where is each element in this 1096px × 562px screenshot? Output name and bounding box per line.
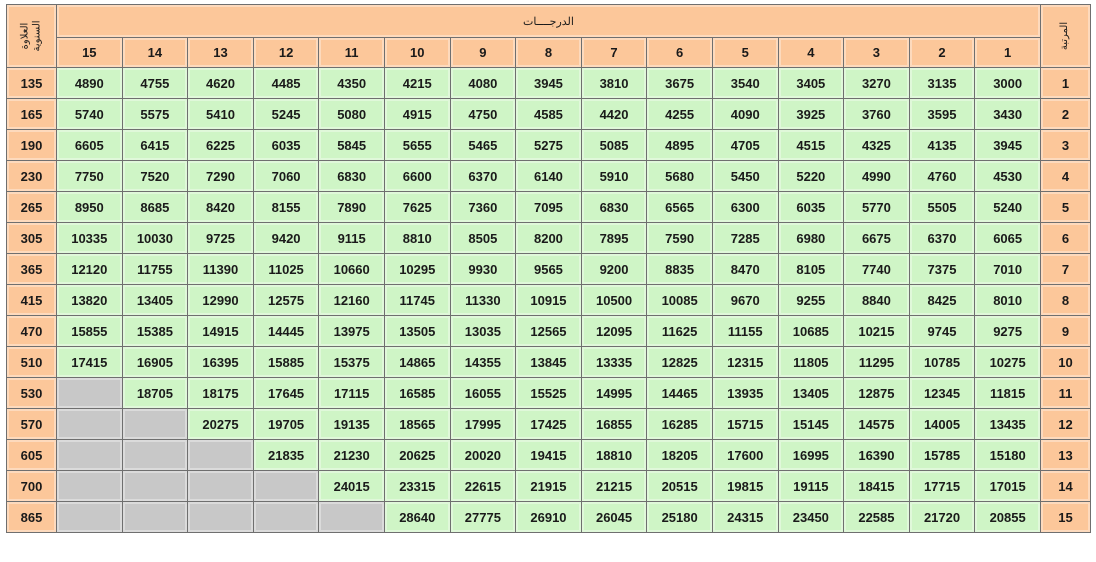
grade-header-cell: 8 [516,38,582,68]
salary-cell: 15385 [122,316,188,347]
salary-cell: 19115 [778,471,844,502]
salary-cell: 14915 [188,316,254,347]
salary-cell: 4350 [319,68,385,99]
salary-cell: 10660 [319,254,385,285]
title-row [7,5,1091,38]
empty-cell [253,471,319,502]
salary-cell: 13405 [778,378,844,409]
salary-scale-table [6,4,1091,533]
salary-cell: 14445 [253,316,319,347]
salary-cell: 6370 [909,223,975,254]
table-row [7,285,1091,316]
empty-cell [188,471,254,502]
salary-cell: 21720 [909,502,975,533]
salary-cell: 6605 [57,130,123,161]
salary-cell: 16055 [450,378,516,409]
table-row [7,192,1091,223]
salary-cell: 4255 [647,99,713,130]
salary-cell: 8810 [384,223,450,254]
rank-cell: 15 [1041,502,1091,533]
salary-cell: 6830 [319,161,385,192]
salary-cell: 17645 [253,378,319,409]
salary-cell: 15785 [909,440,975,471]
annual-allowance-cell: 265 [7,192,57,223]
annual-allowance-cell: 135 [7,68,57,99]
salary-cell: 17995 [450,409,516,440]
salary-cell: 17425 [516,409,582,440]
salary-cell: 10030 [122,223,188,254]
salary-cell: 9565 [516,254,582,285]
salary-cell: 12315 [712,347,778,378]
annual-allowance-cell: 530 [7,378,57,409]
salary-cell: 7060 [253,161,319,192]
salary-cell: 15145 [778,409,844,440]
salary-cell: 8950 [57,192,123,223]
grade-header-cell: 9 [450,38,516,68]
grades-title: الدرجــــات [57,5,1041,38]
salary-cell: 6035 [778,192,844,223]
salary-cell: 12825 [647,347,713,378]
salary-cell: 18415 [844,471,910,502]
salary-cell: 9420 [253,223,319,254]
rank-header-label: المرتبة [1059,21,1071,51]
table-row [7,440,1091,471]
salary-cell: 5410 [188,99,254,130]
salary-cell: 7740 [844,254,910,285]
salary-cell: 11155 [712,316,778,347]
salary-cell: 3000 [975,68,1041,99]
salary-cell: 9255 [778,285,844,316]
salary-cell: 6980 [778,223,844,254]
annual-allowance-cell: 470 [7,316,57,347]
annual-allowance-cell: 305 [7,223,57,254]
grade-header-cell: 1 [975,38,1041,68]
salary-cell: 5450 [712,161,778,192]
annual-allowance-header-label: العلاوة السنوية [19,20,43,52]
salary-cell: 21230 [319,440,385,471]
salary-cell: 26910 [516,502,582,533]
salary-cell: 4090 [712,99,778,130]
table-row [7,223,1091,254]
salary-cell: 16855 [581,409,647,440]
salary-cell: 6065 [975,223,1041,254]
empty-cell [57,502,123,533]
salary-cell: 3135 [909,68,975,99]
salary-cell: 11330 [450,285,516,316]
salary-cell: 18205 [647,440,713,471]
salary-cell: 13335 [581,347,647,378]
salary-cell: 28640 [384,502,450,533]
grade-header-row [7,38,1091,68]
empty-cell [57,471,123,502]
salary-cell: 8105 [778,254,844,285]
annual-allowance-cell: 865 [7,502,57,533]
salary-cell: 21915 [516,471,582,502]
salary-cell: 8840 [844,285,910,316]
salary-cell: 5220 [778,161,844,192]
table-row [7,502,1091,533]
salary-cell: 17715 [909,471,975,502]
salary-cell: 9115 [319,223,385,254]
salary-cell: 18810 [581,440,647,471]
salary-cell: 7375 [909,254,975,285]
empty-cell [188,502,254,533]
salary-cell: 6140 [516,161,582,192]
salary-cell: 17600 [712,440,778,471]
grade-header-cell: 11 [319,38,385,68]
salary-cell: 14465 [647,378,713,409]
table-row [7,254,1091,285]
salary-cell: 7590 [647,223,713,254]
salary-cell: 18175 [188,378,254,409]
salary-cell: 3810 [581,68,647,99]
rank-cell: 6 [1041,223,1091,254]
salary-cell: 9275 [975,316,1041,347]
salary-cell: 5680 [647,161,713,192]
annual-allowance-cell: 700 [7,471,57,502]
salary-cell: 5770 [844,192,910,223]
salary-cell: 3430 [975,99,1041,130]
table-row [7,316,1091,347]
salary-cell: 14355 [450,347,516,378]
salary-cell: 6830 [581,192,647,223]
rank-header [1041,5,1091,68]
salary-cell: 5575 [122,99,188,130]
annual-allowance-cell: 165 [7,99,57,130]
salary-cell: 7895 [581,223,647,254]
salary-cell: 6600 [384,161,450,192]
salary-cell: 11295 [844,347,910,378]
salary-cell: 16390 [844,440,910,471]
salary-cell: 10915 [516,285,582,316]
rank-cell: 12 [1041,409,1091,440]
salary-cell: 4420 [581,99,647,130]
salary-cell: 4915 [384,99,450,130]
salary-cell: 3540 [712,68,778,99]
rank-cell: 8 [1041,285,1091,316]
rank-cell: 11 [1041,378,1091,409]
salary-cell: 19135 [319,409,385,440]
salary-cell: 14995 [581,378,647,409]
salary-cell: 8155 [253,192,319,223]
salary-cell: 12160 [319,285,385,316]
salary-cell: 4325 [844,130,910,161]
grade-header-cell: 12 [253,38,319,68]
salary-cell: 11625 [647,316,713,347]
salary-cell: 4135 [909,130,975,161]
salary-cell: 15715 [712,409,778,440]
salary-cell: 8505 [450,223,516,254]
salary-cell: 8425 [909,285,975,316]
empty-cell [319,502,385,533]
salary-cell: 6300 [712,192,778,223]
salary-cell: 12575 [253,285,319,316]
rank-cell: 2 [1041,99,1091,130]
salary-cell: 10785 [909,347,975,378]
table-row [7,161,1091,192]
salary-cell: 9670 [712,285,778,316]
salary-cell: 21215 [581,471,647,502]
salary-cell: 13035 [450,316,516,347]
salary-cell: 13820 [57,285,123,316]
grade-header-cell: 7 [581,38,647,68]
salary-cell: 19815 [712,471,778,502]
rank-cell: 10 [1041,347,1091,378]
salary-cell: 15885 [253,347,319,378]
salary-table-container [6,4,1090,533]
salary-cell: 7360 [450,192,516,223]
salary-cell: 22585 [844,502,910,533]
empty-cell [57,440,123,471]
salary-cell: 4485 [253,68,319,99]
salary-cell: 3945 [516,68,582,99]
salary-cell: 5080 [319,99,385,130]
empty-cell [122,409,188,440]
salary-cell: 5245 [253,99,319,130]
table-row [7,99,1091,130]
salary-cell: 5085 [581,130,647,161]
empty-cell [122,502,188,533]
salary-cell: 20275 [188,409,254,440]
salary-cell: 4890 [57,68,123,99]
salary-cell: 10295 [384,254,450,285]
table-row [7,378,1091,409]
salary-cell: 3595 [909,99,975,130]
salary-cell: 16285 [647,409,713,440]
rank-cell: 9 [1041,316,1091,347]
grade-header-cell: 6 [647,38,713,68]
salary-cell: 6035 [253,130,319,161]
rank-cell: 3 [1041,130,1091,161]
empty-cell [122,471,188,502]
rank-cell: 1 [1041,68,1091,99]
salary-cell: 13975 [319,316,385,347]
salary-cell: 23450 [778,502,844,533]
salary-cell: 17415 [57,347,123,378]
salary-cell: 12565 [516,316,582,347]
salary-cell: 4515 [778,130,844,161]
salary-cell: 20855 [975,502,1041,533]
salary-cell: 5465 [450,130,516,161]
salary-cell: 16585 [384,378,450,409]
salary-cell: 3675 [647,68,713,99]
salary-cell: 17115 [319,378,385,409]
salary-cell: 4620 [188,68,254,99]
salary-cell: 10275 [975,347,1041,378]
salary-cell: 7520 [122,161,188,192]
salary-cell: 18565 [384,409,450,440]
salary-cell: 9745 [909,316,975,347]
salary-cell: 3760 [844,99,910,130]
salary-cell: 12345 [909,378,975,409]
salary-cell: 26045 [581,502,647,533]
salary-cell: 8835 [647,254,713,285]
salary-cell: 4755 [122,68,188,99]
salary-cell: 6415 [122,130,188,161]
salary-cell: 4760 [909,161,975,192]
salary-cell: 11390 [188,254,254,285]
salary-cell: 4585 [516,99,582,130]
salary-cell: 20625 [384,440,450,471]
salary-cell: 8200 [516,223,582,254]
salary-cell: 9930 [450,254,516,285]
grade-header-cell: 4 [778,38,844,68]
salary-cell: 19415 [516,440,582,471]
salary-cell: 12120 [57,254,123,285]
salary-cell: 4705 [712,130,778,161]
table-row [7,471,1091,502]
salary-cell: 7010 [975,254,1041,285]
salary-cell: 15180 [975,440,1041,471]
table-row [7,409,1091,440]
salary-cell: 5505 [909,192,975,223]
salary-cell: 21835 [253,440,319,471]
salary-cell: 13845 [516,347,582,378]
salary-cell: 7285 [712,223,778,254]
salary-cell: 4750 [450,99,516,130]
annual-allowance-cell: 190 [7,130,57,161]
table-body [7,68,1091,533]
salary-cell: 7750 [57,161,123,192]
salary-cell: 5275 [516,130,582,161]
salary-cell: 8420 [188,192,254,223]
salary-cell: 20515 [647,471,713,502]
salary-cell: 11025 [253,254,319,285]
rank-cell: 13 [1041,440,1091,471]
salary-cell: 5240 [975,192,1041,223]
salary-cell: 16905 [122,347,188,378]
grade-header-cell: 2 [909,38,975,68]
grade-header-cell: 14 [122,38,188,68]
salary-cell: 7095 [516,192,582,223]
annual-allowance-cell: 605 [7,440,57,471]
salary-cell: 5910 [581,161,647,192]
annual-allowance-cell: 510 [7,347,57,378]
salary-cell: 10335 [57,223,123,254]
salary-cell: 15525 [516,378,582,409]
rank-cell: 14 [1041,471,1091,502]
salary-cell: 15375 [319,347,385,378]
salary-cell: 25180 [647,502,713,533]
salary-cell: 6225 [188,130,254,161]
salary-cell: 9200 [581,254,647,285]
salary-cell: 4215 [384,68,450,99]
salary-cell: 10500 [581,285,647,316]
rank-cell: 7 [1041,254,1091,285]
empty-cell [253,502,319,533]
salary-cell: 12095 [581,316,647,347]
salary-cell: 7890 [319,192,385,223]
salary-cell: 8010 [975,285,1041,316]
salary-cell: 9725 [188,223,254,254]
empty-cell [188,440,254,471]
salary-cell: 18705 [122,378,188,409]
salary-cell: 4895 [647,130,713,161]
salary-cell: 17015 [975,471,1041,502]
salary-cell: 24015 [319,471,385,502]
salary-cell: 3945 [975,130,1041,161]
salary-cell: 20020 [450,440,516,471]
salary-cell: 8470 [712,254,778,285]
salary-cell: 3405 [778,68,844,99]
rank-cell: 5 [1041,192,1091,223]
empty-cell [57,409,123,440]
salary-cell: 4530 [975,161,1041,192]
salary-cell: 11745 [384,285,450,316]
salary-cell: 14865 [384,347,450,378]
salary-cell: 14005 [909,409,975,440]
salary-cell: 24315 [712,502,778,533]
salary-cell: 10215 [844,316,910,347]
grade-header-cell: 3 [844,38,910,68]
salary-cell: 11755 [122,254,188,285]
table-row [7,68,1091,99]
annual-allowance-header [7,5,57,68]
grade-header-cell: 10 [384,38,450,68]
salary-cell: 8685 [122,192,188,223]
salary-cell: 7625 [384,192,450,223]
salary-cell: 3270 [844,68,910,99]
salary-cell: 27775 [450,502,516,533]
salary-cell: 3925 [778,99,844,130]
salary-cell: 13935 [712,378,778,409]
salary-cell: 10685 [778,316,844,347]
salary-cell: 22615 [450,471,516,502]
grade-header-cell: 15 [57,38,123,68]
salary-cell: 5845 [319,130,385,161]
salary-cell: 4080 [450,68,516,99]
salary-cell: 19705 [253,409,319,440]
salary-cell: 6565 [647,192,713,223]
salary-cell: 14575 [844,409,910,440]
annual-allowance-cell: 570 [7,409,57,440]
annual-allowance-cell: 415 [7,285,57,316]
salary-cell: 15855 [57,316,123,347]
salary-cell: 6675 [844,223,910,254]
grade-header-cell: 13 [188,38,254,68]
salary-cell: 12875 [844,378,910,409]
empty-cell [57,378,123,409]
salary-cell: 5740 [57,99,123,130]
salary-cell: 13505 [384,316,450,347]
salary-cell: 13435 [975,409,1041,440]
salary-cell: 16995 [778,440,844,471]
salary-cell: 16395 [188,347,254,378]
table-row [7,347,1091,378]
salary-cell: 5655 [384,130,450,161]
salary-cell: 11815 [975,378,1041,409]
grade-header-cell: 5 [712,38,778,68]
salary-cell: 12990 [188,285,254,316]
salary-cell: 13405 [122,285,188,316]
salary-cell: 7290 [188,161,254,192]
rank-cell: 4 [1041,161,1091,192]
salary-cell: 11805 [778,347,844,378]
annual-allowance-cell: 365 [7,254,57,285]
salary-cell: 6370 [450,161,516,192]
salary-cell: 23315 [384,471,450,502]
salary-cell: 4990 [844,161,910,192]
table-row [7,130,1091,161]
empty-cell [122,440,188,471]
salary-cell: 10085 [647,285,713,316]
annual-allowance-cell: 230 [7,161,57,192]
